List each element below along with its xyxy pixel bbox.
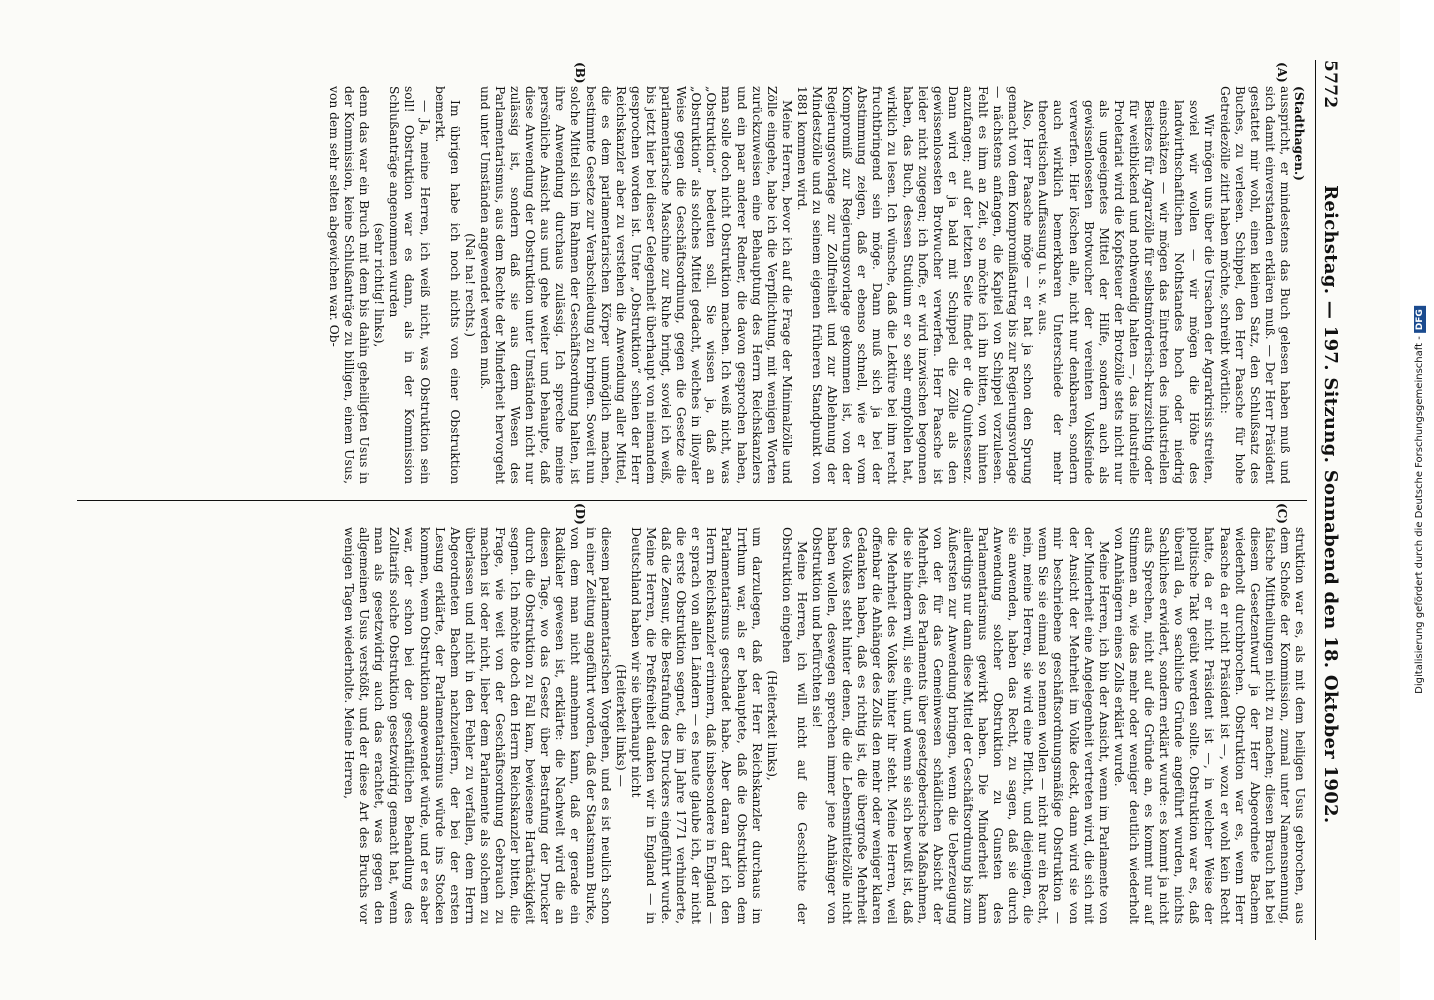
paragraph: Meine Herren, ich bin der Ansicht, wenn im Parlamente von der Minderheit eine Angelegenheit vertreten wird, die sich mit der Ansicht der Mehrheit im Volke deckt, dann wird sie von mir beschriebene geschäftsordnungsmäßige Obstruktion — wenn Sie sie einmal so nennen wollen — nicht nur ein Recht, nein, meine Herren, sie wird eine Pflicht, und diejenigen, die sie anwenden, haben das Recht, zu sagen, daß sie durch Anwendung solcher Obstruktion zu Gunsten des Parlamentarismus gewirkt haben. Die Minderheit kann allerdings nur dann diese Mittel der Geschäftsordnung bis zum Äußersten zur Anwendung bringen, wenn die Ueberzeugung von der für das Gemeinwesen schädlichen Absicht der Mehrheit, des Parlaments über gesetzgeberische Maßnahmen, die sie hindern will, sie eint, und wenn sie sich bewußt ist, daß die Mehrheit des Volkes hinter ihr steht. Meine Herren, weil offenbar die Anhänger des Zolls den mehr oder weniger klaren Gedanken haben, daß es richtig ist, die übergroße Mehrheit des Volkes steht hinter denen, die die Lebensmittelzölle nicht haben wollen, deswegen sprechen immer jene Anhänger von Obstruktion und befürchten sie! <box>810 527 1111 924</box>
quotation: Wir mögen uns über die Ursachen der Agrarkrisis streiten, soviel wir wollen — wir mögen die Höhe des landwirthschaftlichen Nothstandes hoch oder niedrig einschätzen — wir mögen das Eintreten des industriellen Besitzes für Agrarzölle für selbstmörderisch-kurzsichtig oder für weitblickend und nothwendig halten —, das industrielle Proletariat wird die Kopfsteuer der Brotzölle stets nicht nur als ungeeignetes Mittel der Hilfe, sondern auch als gewissenlosesten Brotwucher der vereinten Volksfeinde verwerfen. Hier löschen alle, nicht nur denkbaren, sondern auch wirklich bemerkbaren Unterschiede der mehr theoretischen Auffassung u. s. w. aus. <box>1036 100 1217 484</box>
rotated-page-content <box>45 30 1355 970</box>
paragraph: Meine Herren, ich will nicht auf die Geschichte der Obstruktion eingehen <box>779 527 809 924</box>
page-number: 5772 <box>1320 60 1340 109</box>
paragraph: Meine Herren, bevor ich auf die Frage der Minimalzölle und Zölle eingehe, habe ich die Verpflichtung, mit wenigen Worten zurückzuweisen eine Behauptung des Herrn Reichskanzlers und ein paar anderer Redner, die davon gesprochen haben, man solle doch nicht Obstruktion machen. Ich weiß nicht, was „Obstruktion“ bedeuten soll. Sie wissen ja, daß an „Obstruktion“ als solches Mittel gedacht, welches in illoyaler Weise gegen die Geschäftsordnung, gegen die Gesetze die parlamentarische Maschine zur Ruhe bringt, soviel ich weiß, bis jetzt hier bei dieser Gelegenheit überhaupt von niemandem gesprochen worden ist. Unter „Obstruktion“ schien der Herr Reichskanzler aber zu verstehen die Anwendung aller Mittel, die es dem parlamentarischen Körper unmöglich machen, bestimmte Gesetze zur Verabschiedung zu bringen. Soweit nun solche Mittel sich im Rahmen der Geschäftsordnung halten, ist ihre Anwendung durchaus zulässig. Ich spreche meine persönliche Ansicht aus und gehe weiter und behaupte, daß diese Anwendung der Obstruktion unter Umständen nicht nur zulässig ist, sondern daß sie aus dem Wesen des Parlamentarismus, aus dem Rechte der Minderheit hervorgeht und unter Umständen angewendet werden muß. <box>477 86 794 484</box>
margin-marker-c: (C) <box>1275 503 1289 524</box>
credit-text: Digitalisierung gefördert durch die Deutsche Forschungsgemeinschaft - <box>1414 336 1425 694</box>
margin-marker-a: (A) <box>1275 62 1289 83</box>
paragraph: struktion war es, als mit dem heiligen Usus gebrochen, aus dem Schoße der Kommission, zumal unter Namensnennung, falsche Mittheilungen nicht zu machen; diesen Brauch hat bei diesem Gesetzentwurf ja der Herr Abgeordnete Bachem wiederholt durchbrochen. Obstruktion war es, wenn Herr Paasche da er nicht Präsident ist —, wozu er wohl kein Recht hatte, da er nicht Präsident ist —, in welcher Weise der politische Takt geübt werden sollte. Obstruktion war es, daß überall da, wo sachliche Gründe angeführt wurden, nichts Sachliches erwidert, sondern erklärt wurde: es kommt ja nicht aufs Sprechen, nicht auf die Gründe an, es kommt nur auf Stimmen an, wie das mehr oder weniger deutlich wiederholt von Anhängern eines Zolls erklärt wurde. <box>1111 527 1307 924</box>
paragraph: um darzulegen, daß der Herr Reichskanzler durchaus im Irrthum war, als er behauptete, daß die Obstruktion dem Parlamentarismus geschadet habe. Aber daran darf ich den Herrn Reichskanzler erinnern, daß insbesondere in England — er sprach von allen Ländern — es heute glaube ich, der nicht die erste Obstruktion segnet, die im Jahre 1771 verhinderte, daß die Zensur, die Bestrafung des Druckers eingeführt wurde. Meine Herren, die Preßfreiheit danken wir in England — in Deutschland haben wir sie überhaupt nicht <box>628 527 764 924</box>
page-header <box>1315 60 1341 940</box>
paragraph: denn das war ein Bruch mit dem bis dahin geheiligten Usus in der Kommission, keine Schlußanträge zu billigen, einem Usus, von dem sehr selten abgewichen war. Ob- <box>327 86 372 484</box>
paragraph: diesem parlamentarischen Vorgehen, und es ist neulich schon in einer Zeitung angeführt worden, daß der Staatsmann Burke, von dem man nicht annehmen kann, daß er gerade ein Radikaler gewesen ist, erklärte: die Nachwelt wird die an diesen Tage, wo das Gesetz über Bestrafung der Drucker durch die Obstruktion zu Fall kam, bewiesene Hartnäckigkeit segnen. Ich möchte doch den Herrn Reichskanzler bitten, die Frage, wie weit von der Geschäftsordnung Gebrauch zu machen ist oder nicht, lieber dem Parlamente als solchem zu überlassen und nicht in den Fehler zu verfallen, dem Herrn Abgeordneten Bachem nachzueifern, der bei der ersten Lesung erklärte, der Parlamentarismus würde ins Stocken kommen, wenn Obstruktion angewendet würde, und er es aber war, der schon bei der geschäftlichen Behandlung des Zolltarifs solche Obstruktion gesetzwidrig gemacht hat, wenn man als gesetzwidrig auch das erachtet, was gegen den allgemeinen Usus verstößt, und der diese Art des Bruchs vor wenigen Tagen wiederholte. Meine Herren, <box>342 527 613 924</box>
paragraph: Also, Herr Paasche möge — er hat ja schon den Sprung gemacht von dem Kompromißantrag bis zur Regierungsvorlage — nächstens anfangen, die Kapitel von Schippel vorzulesen. Fehlt es ihm an Zeit, so möchte ich ihn bitten, von hinten anzufangen; auf der letzten Seite findet er die Quintessenz. Dann wird er ja bald mit Schippel die Zölle als den gewissenlosesten Brotwucher verwerfen. Herr Paasche ist leider nicht zugegen; ich hoffe, er wird inzwischen begonnen haben, das Buch, dessen Studium er so sehr empfohlen hat, wirklich zu lesen. Ich wünsche, daß die Lektüre bei ihm recht fruchtbringend sein möge. Dann muß sich ja bei der Abstimmung zeigen, daß er ebenso schnell, wie er vom Kompromiß zur Regierungsvorlage gekommen ist, von der Regierungsvorlage zur Zollfreiheit und zur Ablehnung der Mindestzölle und zu seinem eigenen früheren Standpunkt von 1881 kommen wird. <box>794 86 1036 484</box>
paragraph: ausspricht, er mindestens das Buch gelesen haben muß und sich damit einverstanden erklären muß. — Der Herr Präsident gestattet mir wohl, einen kleinen Satz, den Schlußsatz des Buches, zu verlesen. Schippel, den Herr Paasche für hohe Getreidezölle zitirt haben möchte, schreibt wörtlich: <box>1217 86 1292 484</box>
margin-marker-d: (D) <box>573 503 587 525</box>
interjection: (Heiterkeit links) — <box>613 664 628 787</box>
paragraph: — Ja, meine Herren, ich weiß nicht, was Obstruktion sein soll! Obstruktion war es dann, als in der Kommission Schlußanträge angenommen wurden <box>387 86 432 484</box>
page-title: Reichstag. — 197. Sitzung. Sonnabend den 18. Oktober 1902. <box>1320 185 1341 824</box>
interjection: (Na! na! rechts.) <box>462 233 477 337</box>
interjection: (sehr richtig! links), <box>372 222 387 348</box>
dfg-logo: DFG <box>1414 306 1426 333</box>
text-columns <box>77 60 1307 940</box>
speaker-name: (Stadthagen.) <box>1292 86 1307 181</box>
right-column <box>77 500 1307 940</box>
interjection: (Heiterkeit links), <box>764 670 779 781</box>
digitization-credit <box>1414 306 1426 694</box>
left-column <box>77 60 1307 500</box>
margin-marker-b: (B) <box>573 62 587 84</box>
paragraph: Im übrigen habe ich noch nichts von einer Obstruktion bemerkt. <box>432 86 462 484</box>
